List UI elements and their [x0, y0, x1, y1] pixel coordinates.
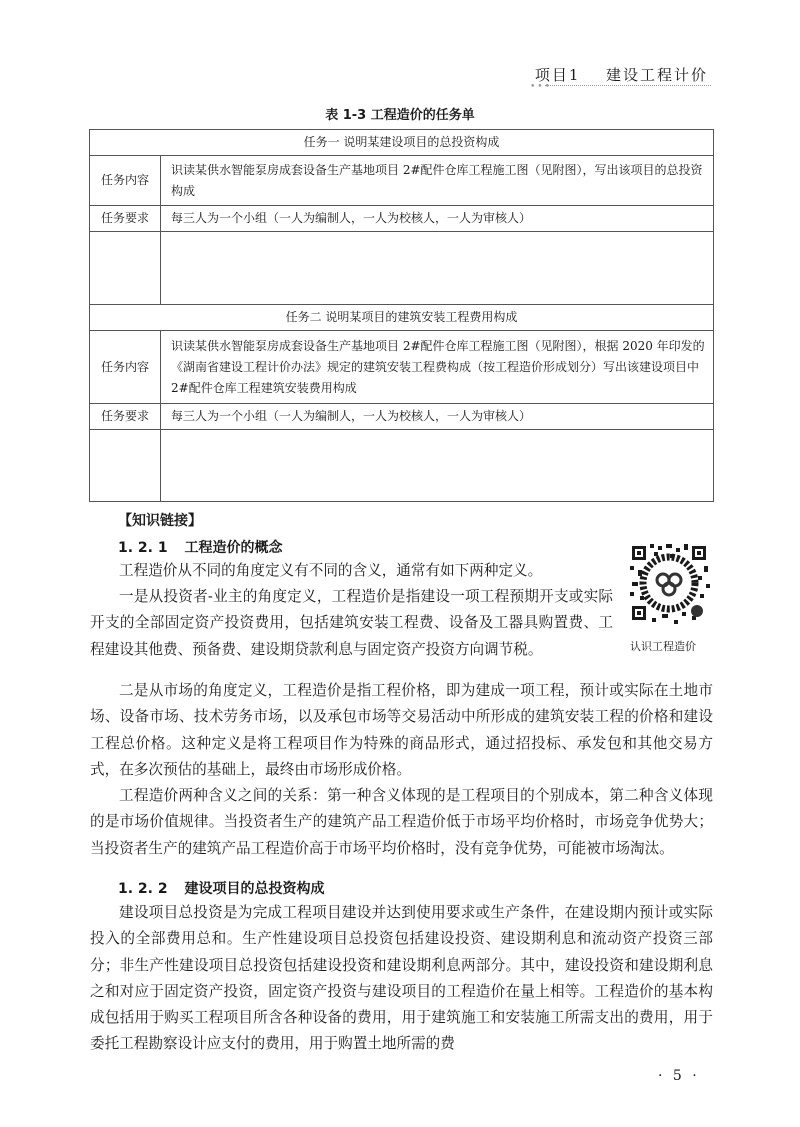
- task2-content: 识读某供水智能泵房成套设备生产基地项目 2#配件仓库工程施工图（见附图），根据 2020 年印发的《湖南省建设工程计价办法》规定的建筑安装工程费构成（按工程造价形成划分）写出该建设项目中2#配件仓库工程建筑安装费用构成: [161, 331, 714, 404]
- paragraph-4: 工程造价两种含义之间的关系：第一种含义体现的是工程项目的个别成本，第二种含义体现的是市场价值规律。当投资者生产的建筑产品工程造价低于市场平均价格时，市场竞争优势大；当投资者生产的建筑产品工程造价高于市场平均价格时，没有竞争优势，可能被市场淘汰。: [90, 787, 713, 857]
- chapter-label: 项目1: [534, 66, 581, 84]
- header-rule: [545, 85, 711, 86]
- paragraph-1: 工程造价从不同的角度定义有不同的含义，通常有如下两种定义。: [119, 562, 543, 579]
- page-number: · 5 ·: [658, 1068, 700, 1084]
- header-dots: •••: [530, 82, 552, 92]
- task1-req-label: 任务要求: [90, 206, 161, 232]
- section-number: 1. 2. 1: [118, 540, 168, 556]
- table-row: [90, 156, 714, 206]
- task1-blank-label: [90, 232, 161, 305]
- task2-title: 任务二 说明某项目的建筑安装工程费用构成: [90, 305, 714, 331]
- task2-req-label: 任务要求: [90, 404, 161, 430]
- qr-caption: 认识工程造价: [630, 640, 696, 653]
- table-row: [90, 404, 714, 430]
- table-row: [90, 430, 714, 502]
- table-caption: 表 1-3 工程造价的任务单: [325, 108, 475, 123]
- task1-blank: [161, 232, 714, 305]
- section-heading-1-2-2: [118, 878, 324, 898]
- section-title: 建设项目的总投资构成: [184, 881, 325, 897]
- knowledge-link-heading: 【知识链接】: [118, 513, 202, 529]
- task2-content-label: 任务内容: [90, 331, 161, 404]
- running-header: [535, 64, 708, 85]
- task2-blank: [161, 430, 714, 502]
- table-row: [90, 206, 714, 232]
- section-number: 1. 2. 2: [118, 881, 168, 897]
- section-heading-1-2-1: [118, 537, 282, 557]
- task1-req: 每三人为一个小组（一人为编制人，一人为校核人，一人为审核人）: [161, 206, 714, 232]
- task-table: [89, 129, 714, 502]
- chapter-title: 建设工程计价: [605, 66, 708, 84]
- paragraph-3: 二是从市场的角度定义，工程造价是指工程价格，即为建成一项工程，预计或实际在土地市场、设备市场、技术劳务市场，以及承包市场等交易活动中所形成的建筑安装工程的价格和建设工程总价格。这种定义是将工程项目作为特殊的商品形式，通过招投标、承发包和其他交易方式，在多次预估的基础上，最终由市场形成价格。: [90, 682, 713, 778]
- section-title: 工程造价的概念: [184, 540, 283, 556]
- task2-blank-label: [90, 430, 161, 502]
- table-row: [90, 305, 714, 331]
- task2-req: 每三人为一个小组（一人为编制人，一人为校核人，一人为审核人）: [161, 404, 714, 430]
- task1-content: 识读某供水智能泵房成套设备生产基地项目 2#配件仓库工程施工图（见附图），写出该项目的总投资构成: [161, 156, 714, 206]
- task1-title: 任务一 说明某建设项目的总投资构成: [90, 130, 714, 156]
- paragraph-2: 一是从投资者-业主的角度定义，工程造价是指建设一项工程预期开支或实际开支的全部固定资产投资费用，包括建筑安装工程费、设备及工器具购置费、工程建设其他费、预备费、建设期贷款利息与固定资产投资方向调节税。: [90, 588, 613, 658]
- table-row: [90, 130, 714, 156]
- table-row: [90, 331, 714, 404]
- table-row: [90, 232, 714, 305]
- paragraph-5: 建设项目总投资是为完成工程项目建设并达到使用要求或生产条件，在建设期内预计或实际投入的全部费用总和。生产性建设项目总投资包括建设投资、建设期利息和流动资产投资三部分；非生产性建设项目总投资包括建设投资和建设期利息两部分。其中，建设投资和建设期利息之和对应于固定资产投资，固定资产投资与建设项目的工程造价在量上相等。工程造价的基本构成包括用于购买工程项目所含各种设备的费用，用于建筑施工和安装施工所需支出的费用，用于委托工程勘察设计应支付的费用，用于购置土地所需的费: [90, 904, 713, 1053]
- task1-content-label: 任务内容: [90, 156, 161, 206]
